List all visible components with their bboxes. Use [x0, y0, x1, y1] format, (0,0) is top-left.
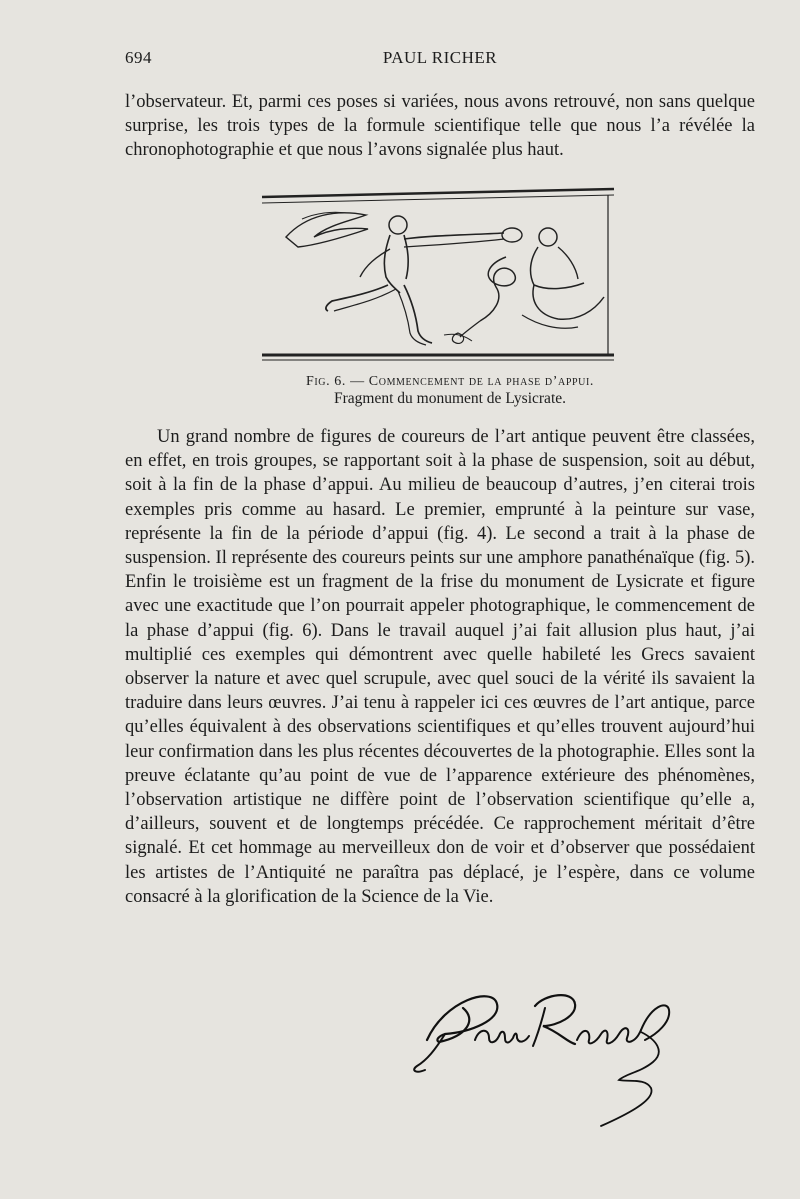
figure-6	[258, 185, 618, 365]
figure-caption-subtitle: Fragment du monument de Lysicrate.	[333, 390, 566, 407]
intro-paragraph	[125, 90, 755, 163]
intro-text: l’observateur. Et, parmi ces poses si variées, nous avons retrouvé, non sans quelque surprise, les trois types de la formule scientifique telle que nous l’a révélée la chronophotographie et que nous l’avons signalée plus haut.	[125, 92, 755, 161]
running-head	[125, 48, 755, 72]
body-text: Un grand nombre de figures de coureurs de l’art antique peuvent être classées, en effet, en trois groupes, se rapportant soit à la phase de suspension, soit au début, soit à la fin de la phase d’appui. Au milieu de beaucoup d’autres, j’en citerai trois exemples pris comme au hasard. Le premier, emprunté à la peinture sur vase, représente la fin de la période d’appui (fig. 4). Le second a trait à la phase de suspension. Il représente des coureurs peints sur une amphore panathénaïque (fig. 5). Enfin le troisième est un fragment de la frise du monument de Lysicrate et figure avec une exactitude que l’on pourrait appeler photographique, le commencement de la phase d’appui (fig. 6). Dans le travail auquel j’ai fait allusion plus haut, j’ai multiplié ces exemples qui démontrent avec quelle habileté les Grecs savaient observer la nature et avec quel scrupule, avec quel souci de la vérité ils savaient la traduire dans leurs œuvres. J’ai tenu à rappeler ici ces œuvres de l’art antique, parce qu’elles équivalent à des observations scientifiques et qu’elles trouvent aujourd’hui leur confirmation dans les plus récentes découvertes de la photographie. Elles sont la preuve éclatante qu’au point de vue de l’apparence extérieure des phénomènes, l’observation artistique ne diffère point de l’observation scientifique qu’elle a, d’ailleurs, souvent et de longtemps précédée. Ce rapprochement méritait d’être signalé. Et cet hommage au merveilleux don de voir et d’observer que possédaient les artistes de l’Antiquité ne paraîtra pas déplacé, je l’espère, dans ce volume consacré à la glorification de la Science de la Vie.	[125, 427, 755, 907]
handwritten-signature-icon	[405, 980, 705, 1140]
running-figure-frieze-illustration-icon	[258, 185, 618, 365]
page-number: 694	[125, 48, 152, 67]
figure-caption-title: Fig. 6. — Commencement de la phase d’appui.	[305, 374, 595, 389]
body-paragraph	[125, 425, 755, 909]
running-title: PAUL RICHER	[382, 48, 498, 67]
signature-drawing	[405, 980, 705, 1140]
